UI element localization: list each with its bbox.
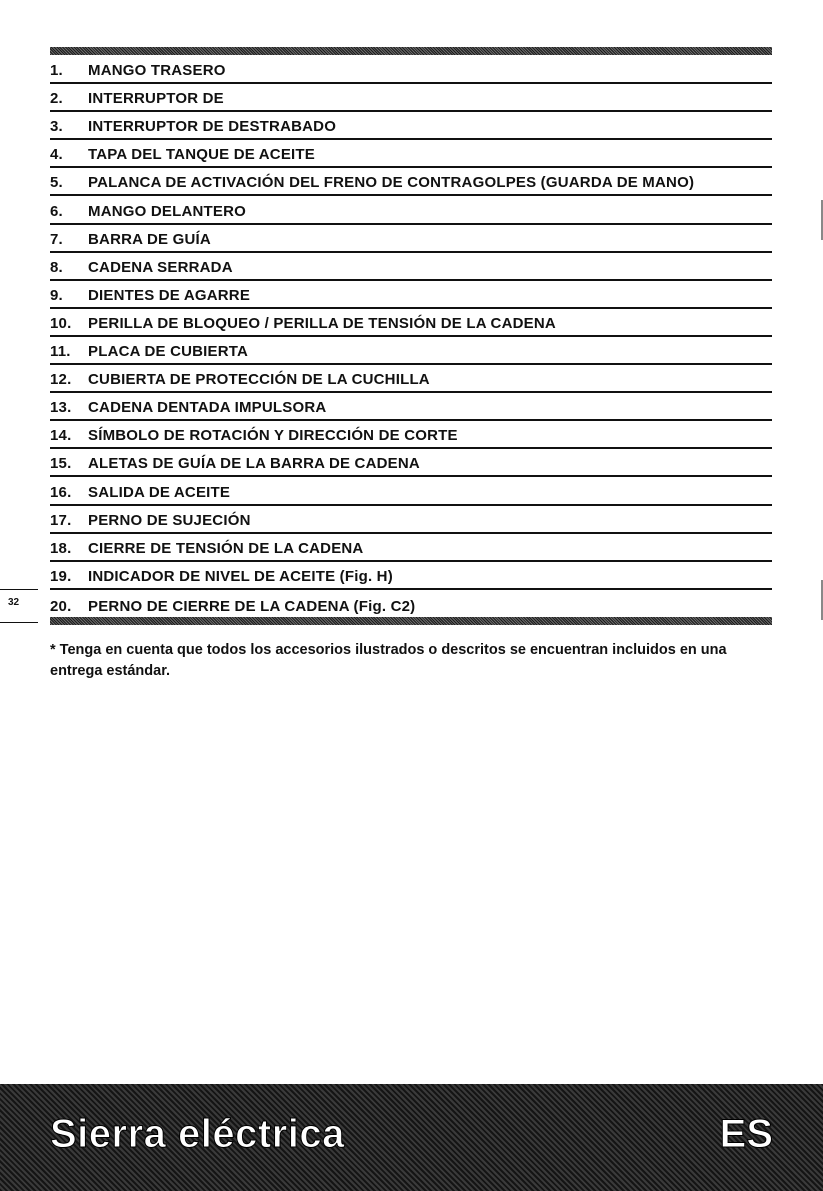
part-number: 19. <box>50 567 72 585</box>
part-label: CUBIERTA DE PROTECCIÓN DE LA CUCHILLA <box>88 371 430 389</box>
part-label: BARRA DE GUÍA <box>88 230 211 248</box>
part-number: 2. <box>50 90 63 108</box>
footnote: * Tenga en cuenta que todos los accesorios ilustrados o descritos se encuentran incluidos en una entrega estándar. <box>50 642 727 679</box>
bottom-rule <box>50 617 772 625</box>
part-number: 18. <box>50 539 72 557</box>
part-label: INDICADOR DE NIVEL DE ACEITE (Fig. H) <box>88 567 393 585</box>
parts-list-item <box>50 84 772 112</box>
parts-list-item <box>50 56 772 84</box>
part-number: 12. <box>50 371 72 389</box>
part-label: PERNO DE SUJECIÓN <box>88 511 251 529</box>
parts-list <box>50 56 772 618</box>
part-label: TAPA DEL TANQUE DE ACEITE <box>88 146 315 164</box>
part-number: 11. <box>50 343 71 361</box>
part-number: 10. <box>50 314 72 332</box>
part-label: INTERRUPTOR DE <box>88 90 224 108</box>
part-number: 13. <box>50 399 72 417</box>
part-number: 8. <box>50 258 63 276</box>
parts-list-item <box>50 196 772 224</box>
parts-list-item <box>50 112 772 140</box>
part-number: 9. <box>50 286 63 304</box>
part-number: 16. <box>50 483 72 501</box>
parts-list-item <box>50 168 772 196</box>
parts-list-item <box>50 365 772 393</box>
parts-list-item <box>50 225 772 253</box>
parts-list-item <box>50 140 772 168</box>
parts-list-item <box>50 477 772 505</box>
parts-list-item <box>50 506 772 534</box>
part-label: CADENA SERRADA <box>88 258 233 276</box>
page-number: 32 <box>8 597 20 608</box>
parts-list-item <box>50 562 772 590</box>
parts-list-item <box>50 253 772 281</box>
part-label: SÍMBOLO DE ROTACIÓN Y DIRECCIÓN DE CORTE <box>88 427 458 445</box>
part-label: PLACA DE CUBIERTA <box>88 343 249 361</box>
part-number: 6. <box>50 202 63 220</box>
parts-list-item <box>50 449 772 477</box>
parts-list-item <box>50 534 772 562</box>
part-number: 17. <box>50 511 72 529</box>
part-label: MANGO DELANTERO <box>88 202 246 220</box>
parts-list-item <box>50 421 772 449</box>
page-number-rule-bottom <box>0 622 38 623</box>
part-number: 5. <box>50 174 63 192</box>
part-label: PERILLA DE BLOQUEO / PERILLA DE TENSIÓN DE LA CADENA <box>88 314 556 332</box>
part-number: 4. <box>50 146 63 164</box>
part-label: PALANCA DE ACTIVACIÓN DEL FRENO DE CONTRAGOLPES (GUARDA DE MANO) <box>88 174 695 192</box>
footer-title: Sierra eléctrica <box>50 1112 345 1156</box>
top-rule <box>50 47 772 55</box>
parts-list-item <box>50 590 772 618</box>
part-label: MANGO TRASERO <box>88 62 226 80</box>
part-label: DIENTES DE AGARRE <box>88 286 251 304</box>
part-number: 20. <box>50 597 72 615</box>
part-number: 7. <box>50 230 63 248</box>
part-label: SALIDA DE ACEITE <box>88 483 231 501</box>
part-number: 15. <box>50 455 72 473</box>
parts-list-item <box>50 309 772 337</box>
page-number-rule-top <box>0 589 38 590</box>
part-number: 3. <box>50 118 63 136</box>
part-label: PERNO DE CIERRE DE LA CADENA (Fig. C2) <box>88 597 416 615</box>
footer-language-code: ES <box>719 1112 773 1156</box>
part-label: CADENA DENTADA IMPULSORA <box>88 399 327 417</box>
part-number: 1. <box>50 62 63 80</box>
parts-list-item <box>50 281 772 309</box>
parts-list-item <box>50 393 772 421</box>
part-label: ALETAS DE GUÍA DE LA BARRA DE CADENA <box>88 455 420 473</box>
part-label: INTERRUPTOR DE DESTRABADO <box>88 118 337 136</box>
parts-list-item <box>50 337 772 365</box>
part-number: 14. <box>50 427 72 445</box>
part-label: CIERRE DE TENSIÓN DE LA CADENA <box>88 539 364 557</box>
